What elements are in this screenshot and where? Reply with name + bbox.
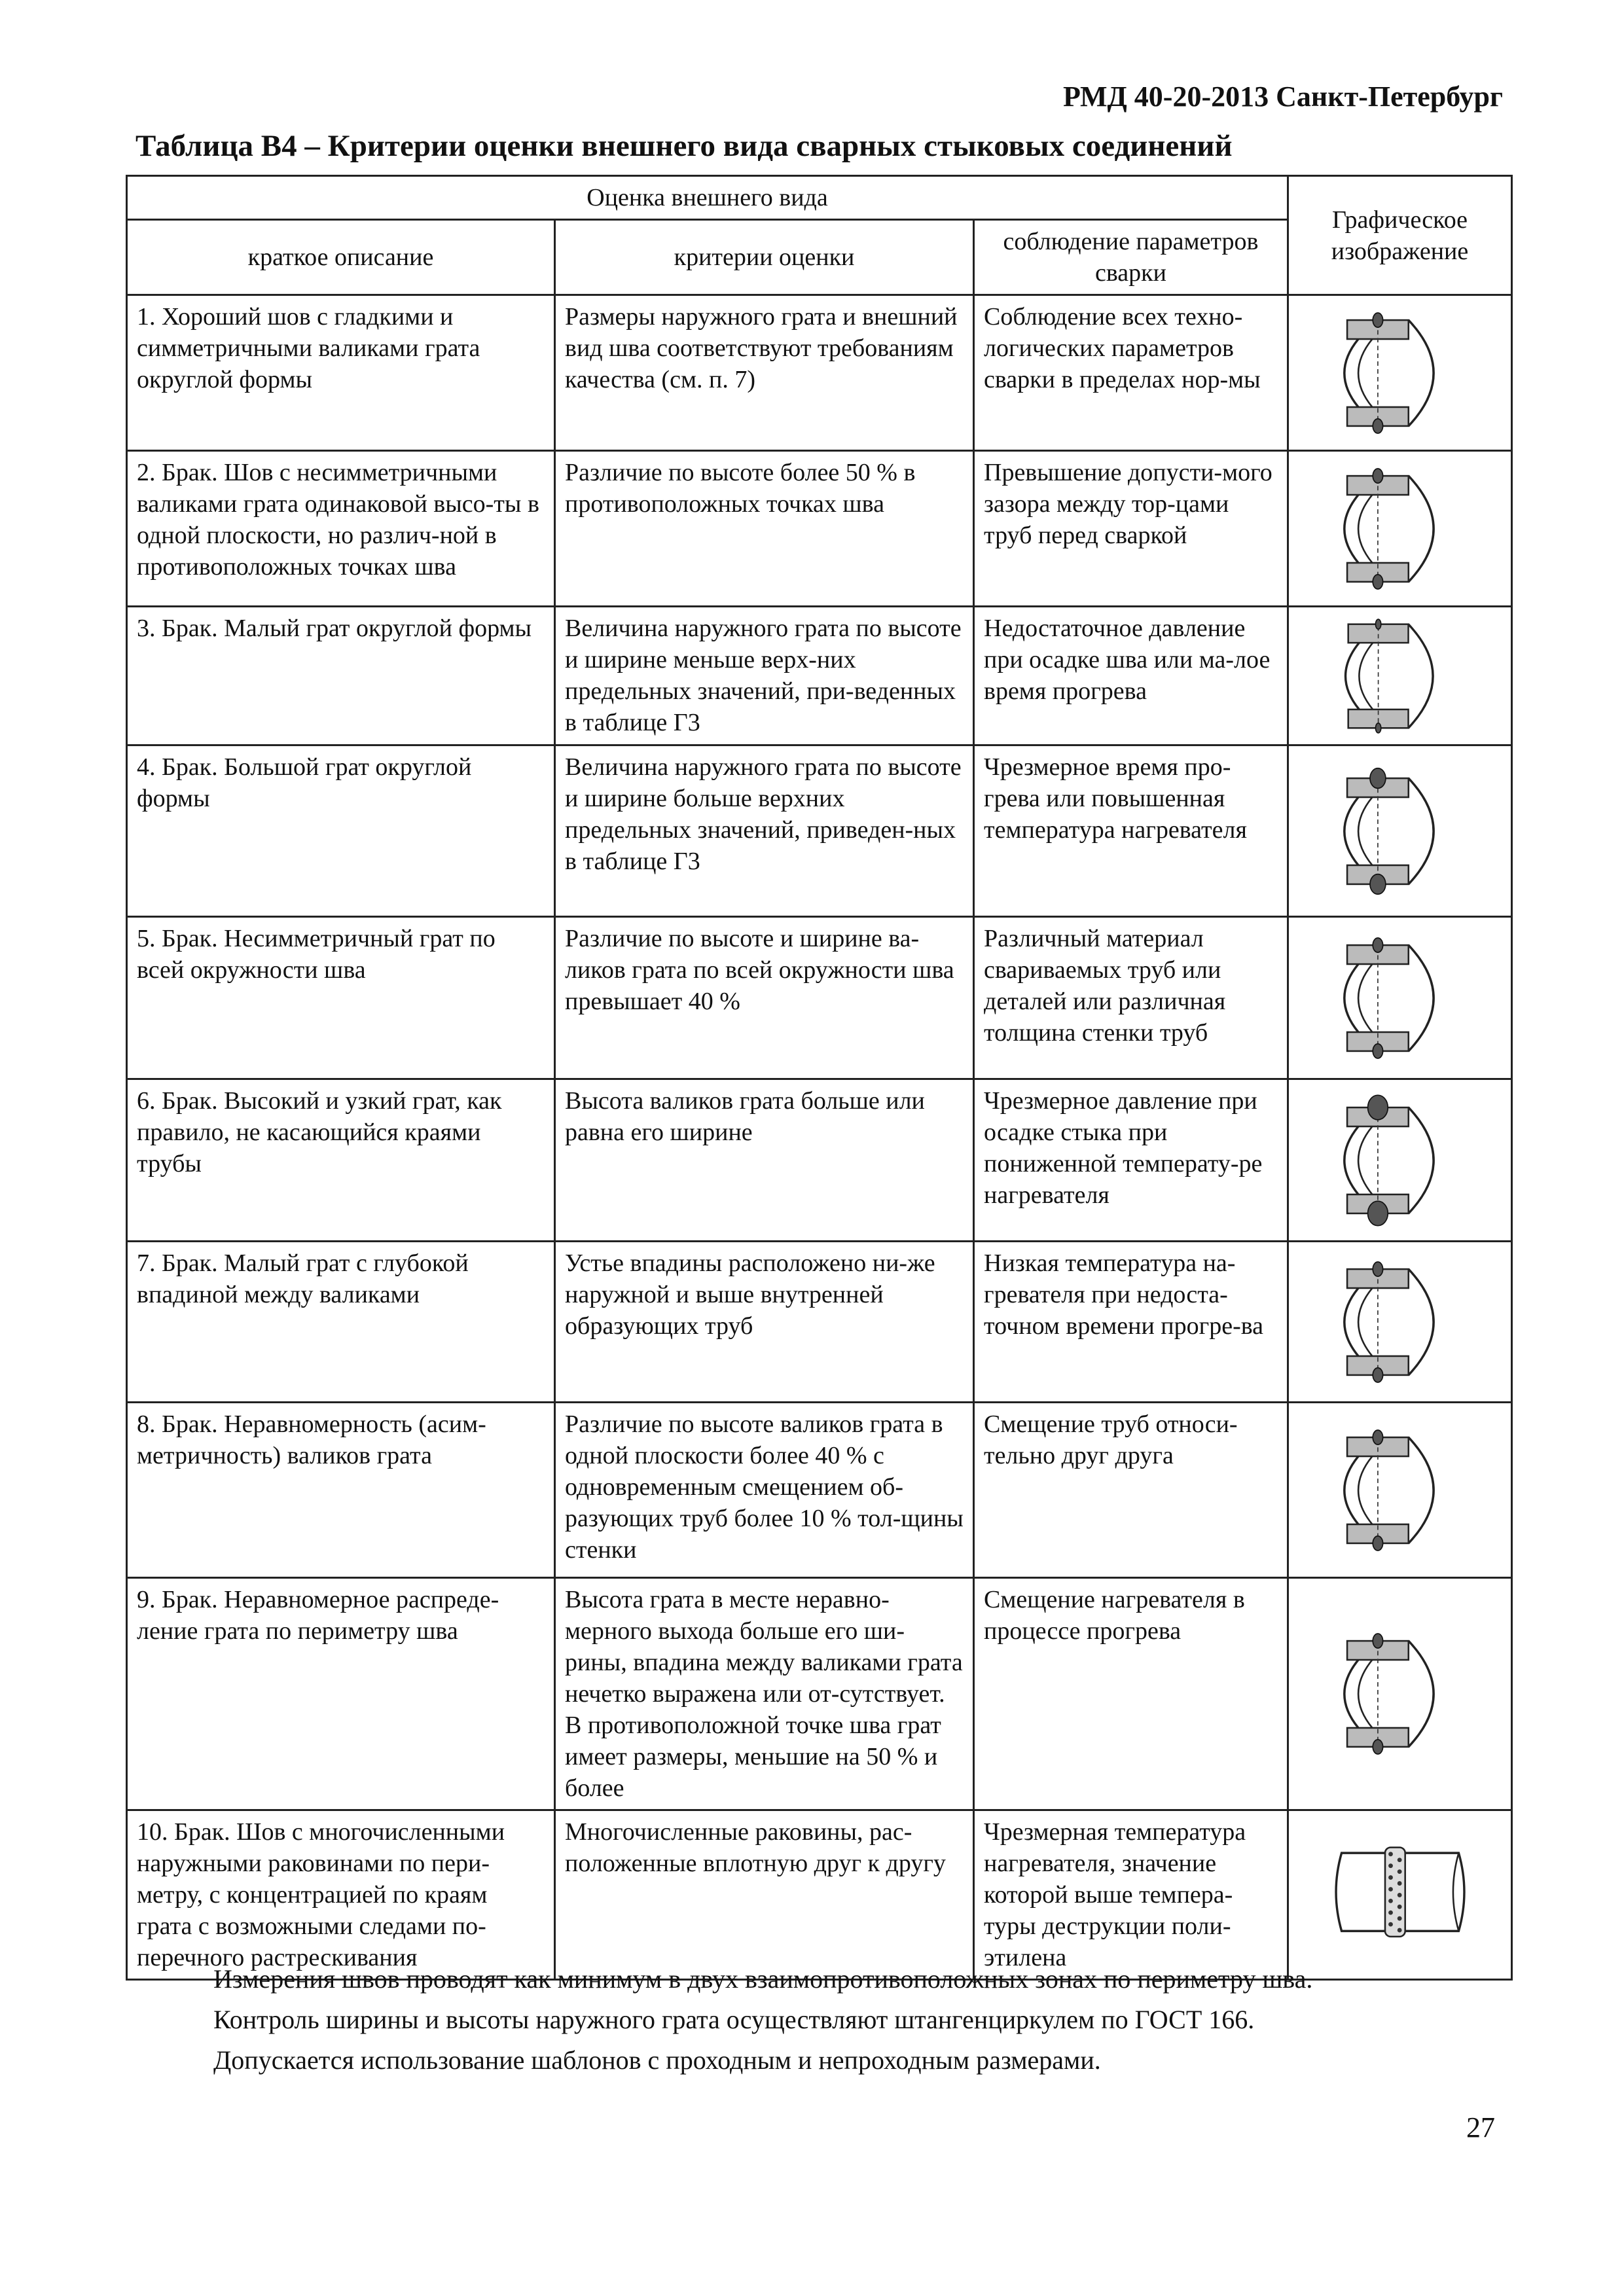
cell-image — [1288, 917, 1512, 1079]
cell-description: 4. Брак. Большой грат округлой формы — [127, 745, 555, 917]
cell-params: Недостаточное давление при осадке шва или ма-лое время прогрева — [974, 607, 1288, 745]
table-row — [127, 1578, 1512, 1810]
table-row — [127, 1079, 1512, 1242]
cell-params: Чрезмерная температура нагревателя, значение которой выше темпера-туры деструкции поли-этилена — [974, 1810, 1288, 1980]
cell-description: 3. Брак. Малый грат округлой формы — [127, 607, 555, 745]
deep-groove-icon — [1325, 1248, 1475, 1396]
cell-params: Превышение допусти-мого зазора между тор-цами труб перед сваркой — [974, 451, 1288, 607]
cell-params: Чрезмерное время про-грева или повышенная температура нагревателя — [974, 745, 1288, 917]
table-row — [127, 1242, 1512, 1403]
group-header: Оценка внешнего вида — [127, 176, 1288, 220]
cell-description: 9. Брак. Неравномерное распреде-ление грата по периметру шва — [127, 1578, 555, 1810]
uneven-circumference-icon — [1325, 924, 1475, 1073]
table-row — [127, 1810, 1512, 1980]
cell-description: 5. Брак. Несимметричный грат по всей окружности шва — [127, 917, 555, 1079]
uneven-perimeter-icon — [1325, 1619, 1475, 1769]
cell-criteria: Многочисленные раковины, рас-положенные вплотную друг к другу — [555, 1810, 974, 1980]
cell-image — [1288, 1810, 1512, 1980]
cell-description: 10. Брак. Шов с многочисленными наружными раковинами по пери-метру, с концентрацией по краям грата с возможными следами по-перечного растрескивания — [127, 1810, 555, 1980]
col-header-description: краткое описание — [127, 220, 555, 295]
table-row — [127, 607, 1512, 745]
porous-weld-icon — [1325, 1825, 1475, 1964]
table-row — [127, 295, 1512, 451]
tall-narrow-bead-icon — [1325, 1086, 1475, 1235]
table-body — [127, 295, 1512, 1980]
col-header-criteria: критерии оценки — [555, 220, 974, 295]
cell-criteria: Размеры наружного грата и внешний вид шва соответствуют требованиям качества (см. п. 7) — [555, 295, 974, 451]
table-row — [127, 1403, 1512, 1578]
note-2: Контроль ширины и высоты наружного грата осуществляют штангенциркулем по ГОСТ 166. — [213, 2005, 1255, 2034]
cell-image — [1288, 295, 1512, 451]
cell-criteria: Различие по высоте валиков грата в одной плоскости более 40 % с одновременным смещением об-разующих труб более 10 % тол-щины стенки — [555, 1403, 974, 1578]
table-title: Таблица В4 – Критерии оценки внешнего вида сварных стыковых соединений — [135, 129, 1233, 163]
cell-criteria: Различие по высоте более 50 % в противоположных точках шва — [555, 451, 974, 607]
cell-params: Соблюдение всех техно-логических параметров сварки в пределах нор-мы — [974, 295, 1288, 451]
cell-params: Различный материал свариваемых труб или деталей или различная толщина стенки труб — [974, 917, 1288, 1079]
cell-description: 2. Брак. Шов с несимметричными валиками грата одинаковой высо-ты в одной плоскости, но различ-ной в противоположных точках шва — [127, 451, 555, 607]
cell-image — [1288, 451, 1512, 607]
cell-params: Смещение труб относи-тельно друг друга — [974, 1403, 1288, 1578]
table-row — [127, 451, 1512, 607]
note-3: Допускается использование шаблонов с проходным и непроходным размерами. — [213, 2045, 1101, 2075]
col-header-image: Графическое изображение — [1288, 176, 1512, 295]
page-number: 27 — [1466, 2111, 1495, 2144]
cell-params: Низкая температура на-гревателя при недоста-точном времени прогре-ва — [974, 1242, 1288, 1403]
cell-params: Смещение нагревателя в процессе прогрева — [974, 1578, 1288, 1810]
cell-description: 6. Брак. Высокий и узкий грат, как правило, не касающийся краями трубы — [127, 1079, 555, 1242]
asymmetric-bead-icon — [1325, 457, 1475, 600]
note-1: Измерения швов проводят как минимум в двух взаимопротивоположных зонах по периметру шва. — [213, 1964, 1313, 1994]
offset-pipes-icon — [1325, 1415, 1475, 1566]
cell-criteria: Различие по высоте и ширине ва-ликов грата по всей окружности шва превышает 40 % — [555, 917, 974, 1079]
cell-image — [1288, 1403, 1512, 1578]
criteria-table — [126, 175, 1513, 1981]
cell-description: 1. Хороший шов с гладкими и симметричными валиками грата округлой формы — [127, 295, 555, 451]
large-bead-icon — [1325, 756, 1475, 906]
good-weld-icon — [1325, 302, 1475, 444]
cell-image — [1288, 607, 1512, 745]
cell-description: 7. Брак. Малый грат с глубокой впадиной между валиками — [127, 1242, 555, 1403]
cell-description: 8. Брак. Неравномерность (асим-метричность) валиков грата — [127, 1403, 555, 1578]
cell-image — [1288, 1242, 1512, 1403]
cell-criteria: Высота валиков грата больше или равна его ширине — [555, 1079, 974, 1242]
cell-image — [1288, 745, 1512, 917]
cell-params: Чрезмерное давление при осадке стыка при пониженной температу-ре нагревателя — [974, 1079, 1288, 1242]
table-row — [127, 745, 1512, 917]
cell-criteria: Величина наружного грата по высоте и ширине больше верхних предельных значений, приведен-ных в таблице Г3 — [555, 745, 974, 917]
cell-criteria: Величина наружного грата по высоте и ширине меньше верх-них предельных значений, при-веденных в таблице Г3 — [555, 607, 974, 745]
col-header-params: соблюдение параметров сварки — [974, 220, 1288, 295]
cell-image — [1288, 1578, 1512, 1810]
document-header: РМД 40-20-2013 Санкт-Петербург — [1062, 81, 1503, 113]
table-row — [127, 917, 1512, 1079]
cell-criteria: Устье впадины расположено ни-же наружной и выше внутренней образующих труб — [555, 1242, 974, 1403]
cell-image — [1288, 1079, 1512, 1242]
small-bead-icon — [1325, 613, 1475, 739]
cell-criteria: Высота грата в месте неравно-мерного выхода больше его ши-рины, впадина между валиками грата нечетко выражена или от-сутствует. В противоположной точке шва грат имеет размеры, меньшие на 50 % и более — [555, 1578, 974, 1810]
